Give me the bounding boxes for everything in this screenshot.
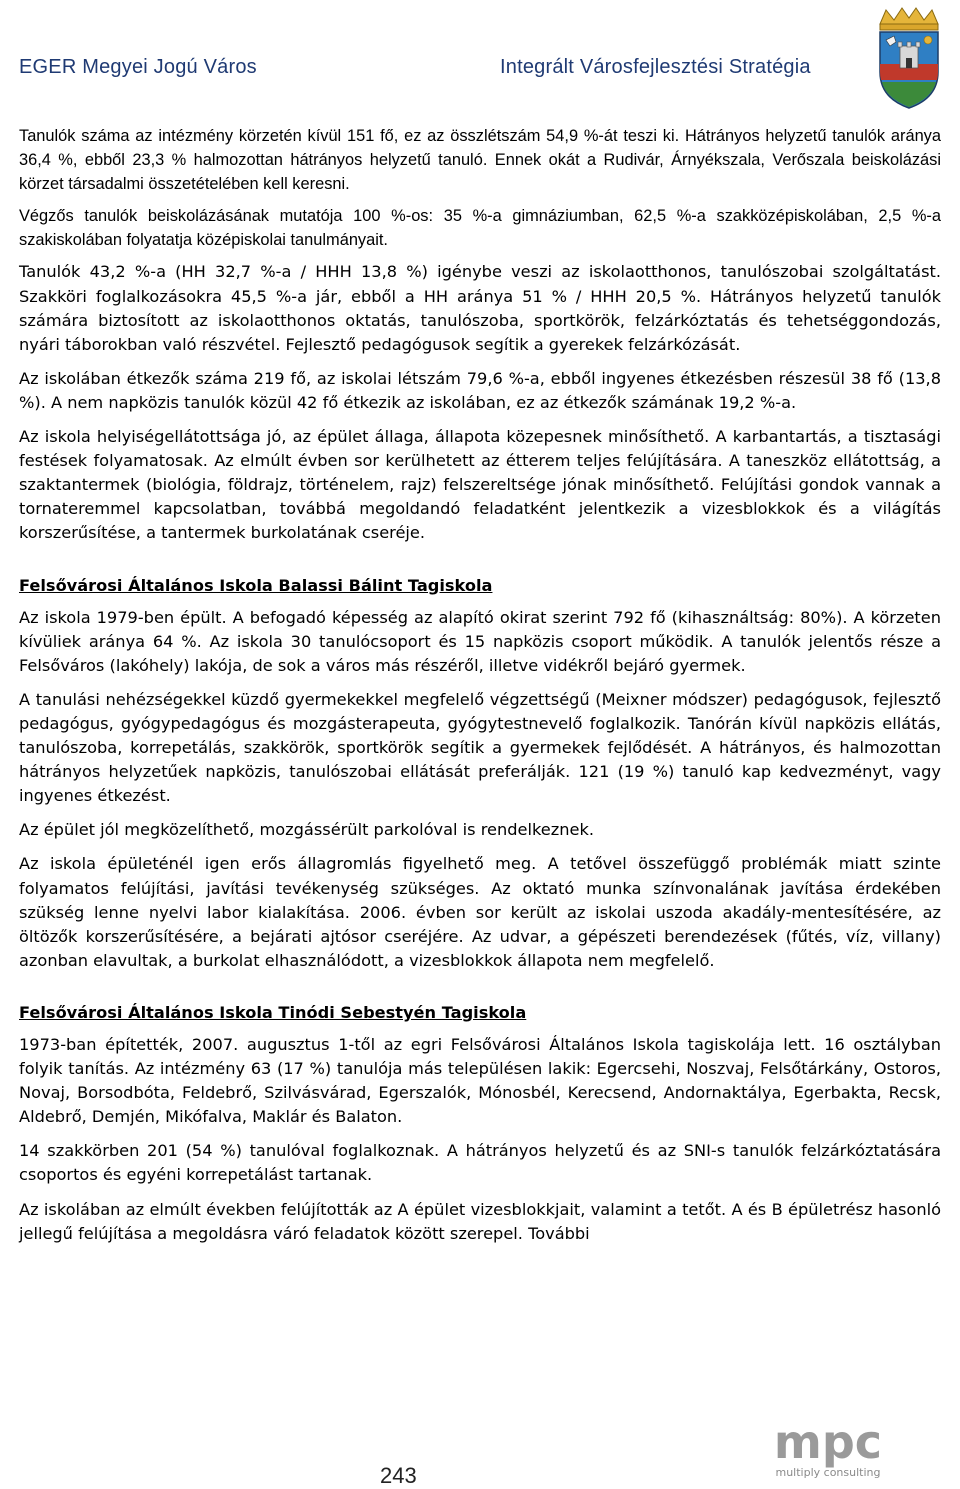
paragraph: Tanulók 43,2 %-a (HH 32,7 %-a / HHH 13,8 %) igénybe veszi az iskolaotthonos, tanulószobai szolgáltatást. Szakköri foglalkozásokra 45,5 %-a jár, ebből a HH aránya 51 % / HHH 20,5 %. Hátrányos helyzetű tanulók számára biztosított az iskolaotthonos oktatás, tanulószoba, sportkörök, felzárkóztatás és tehetséggondozás, nyári táborokban való részvétel. Fejlesztő pedagógusok segítik a gyerekek felzárkózását. bbox=[19, 262, 941, 354]
paragraph: Az iskola 1979-ben épült. A befogadó képesség az alapító okirat szerint 792 fő (kihasználtság: 80%). A körzeten kívüliek aránya 64 %. Az iskola 30 tanulócsoport és 15 napközis csoport működik. A tanulók jelentős része a Felsőváros (lakóhely) lakója, de sok a város más részéről, illetve vidékről bejáró gyermek. bbox=[19, 607, 941, 675]
paragraph: 14 szakkörben 201 (54 %) tanulóval foglalkoznak. A hátrányos helyzetű és az SNI-s tanulók felzárkóztatására csoportos és egyéni korrepetálást tartanak. bbox=[19, 1141, 941, 1185]
paragraph: A tanulási nehézségekkel küzdő gyermekekkel megfelelő végzettségű (Meixner módszer) pedagógusok, fejlesztő pedagógus, gyógypedagógus és mozgásterapeuta, gyógytestnevelő foglalkozik. Tanórán kívül napközis ellátás, tanulószoba, korrepetálás, szakkörök, sportkörök segítik a gyermekek fejlődését. A hátrányos, és halmozottan hátrányos helyzetűek napközis, tanulószobai ellátását preferálják. 121 (19 %) tanuló kap kedvezményt, vagy ingyenes étkezést. bbox=[19, 689, 941, 806]
section-heading-balassi: Felsővárosi Általános Iskola Balassi Bálint Tagiskola bbox=[19, 575, 493, 595]
paragraph: Az iskola helyiségellátottsága jó, az épület állaga, állapota közepesnek minősíthető. A karbantartás, a tisztasági festések folyamatosak. Az elmúlt évben sor kerülhetett az étterem teljes felújítására. A taneszköz ellátottság, a szaktantermek (biológia, földrajz, történelem, rajz) felszereltsége jónak minősíthető. Felújítási gondok vannak a tornateremmel kapcsolatban, továbbá megoldandó feladatként jelentkezik a vizesblokkok és a világítás korszerűsítése, a tantermek burkolatának cseréje. bbox=[19, 427, 941, 543]
paragraph: Az iskolában étkezők száma 219 fő, az iskolai létszám 79,6 %-a, ebből ingyenes étkezésben részesül 38 fő (13,8 %). A nem napközis tanulók közül 42 fő étkezik az iskolában, ez az étkezők számának 19,2 %-a. bbox=[19, 368, 941, 412]
section-heading-tinodi: Felsővárosi Általános Iskola Tinódi Sebestyén Tagiskola bbox=[19, 1002, 527, 1022]
paragraph: Az épület jól megközelíthető, mozgássérült parkolóval is rendelkeznek. bbox=[19, 820, 594, 840]
header-city-title: EGER Megyei Jogú Város bbox=[19, 56, 257, 78]
logo-main-text: mpc bbox=[773, 1415, 883, 1469]
paragraph: Tanulók száma az intézmény körzetén kívül 151 fő, ez az összlétszám 54,9 %-át teszi ki. Hátrányos helyzetű tanulók aránya 36,4 %, ebből 23,3 % halmozottan hátrányos helyzetű tanuló. Ennek okát a Rudivár, Árnyékszala, Verőszala beiskolázási körzet társadalmi összetételében kell keresni. bbox=[19, 127, 941, 194]
logo-sub-text: multiply consulting bbox=[775, 1466, 881, 1479]
paragraph: Végzős tanulók beiskolázásának mutatója 100 %-os: 35 %-a gimnáziumban, 62,5 %-a szakközépiskolában, 2,5 %-a szakiskolában folyatatja középiskolai tanulmányait. bbox=[19, 207, 941, 250]
page-header bbox=[0, 0, 960, 118]
page-number: 243 bbox=[380, 1463, 417, 1488]
mpc-logo-icon bbox=[773, 1412, 883, 1482]
paragraph: Az iskolában az elmúlt években felújították az A épület vizesblokkjait, valamint a tetőt. A és B épületrész hasonló jellegű felújítása a megoldásra váró feladatok között szerepel. További bbox=[19, 1199, 941, 1243]
eger-coat-of-arms-icon bbox=[872, 6, 946, 112]
document-body bbox=[19, 124, 941, 1256]
paragraph: 1973-ban építették, 2007. augusztus 1-től az egri Felsővárosi Általános Iskola tagiskolája lett. 16 osztályban folyik tanítás. Az intézmény 63 (17 %) tanulója más településen lakik: Egercsehi, Noszvaj, Felsőtárkány, Ostoros, Novaj, Borsodbóta, Feldebrő, Szilvásvárad, Egerszalók, Mónosbél, Kerecsend, Andornaktálya, Egerbakta, Recsk, Aldebrő, Demjén, Mikófalva, Maklár és Balaton. bbox=[19, 1035, 941, 1127]
paragraph: Az iskola épületénél igen erős állagromlás figyelhető meg. A tetővel összefüggő problémák miatt szinte folyamatos felújítási, javítási tevékenység szükséges. Az oktató munka színvonalának javítása érdekében szükség lenne nyelvi labor kialakítása. 2006. évben sor került az iskolai uszoda akadály-mentesítésére, az öltözők korszerűsítésére, a bejárati ajtósor cseréjére. Az udvar, a gépészeti berendezések (fűtés, víz, villany) azonban elavultak, a burkolat elhasználódott, a vizesblokkok állapota nem megfelelő. bbox=[19, 854, 941, 970]
header-strategy-title: Integrált Városfejlesztési Stratégia bbox=[500, 56, 811, 78]
